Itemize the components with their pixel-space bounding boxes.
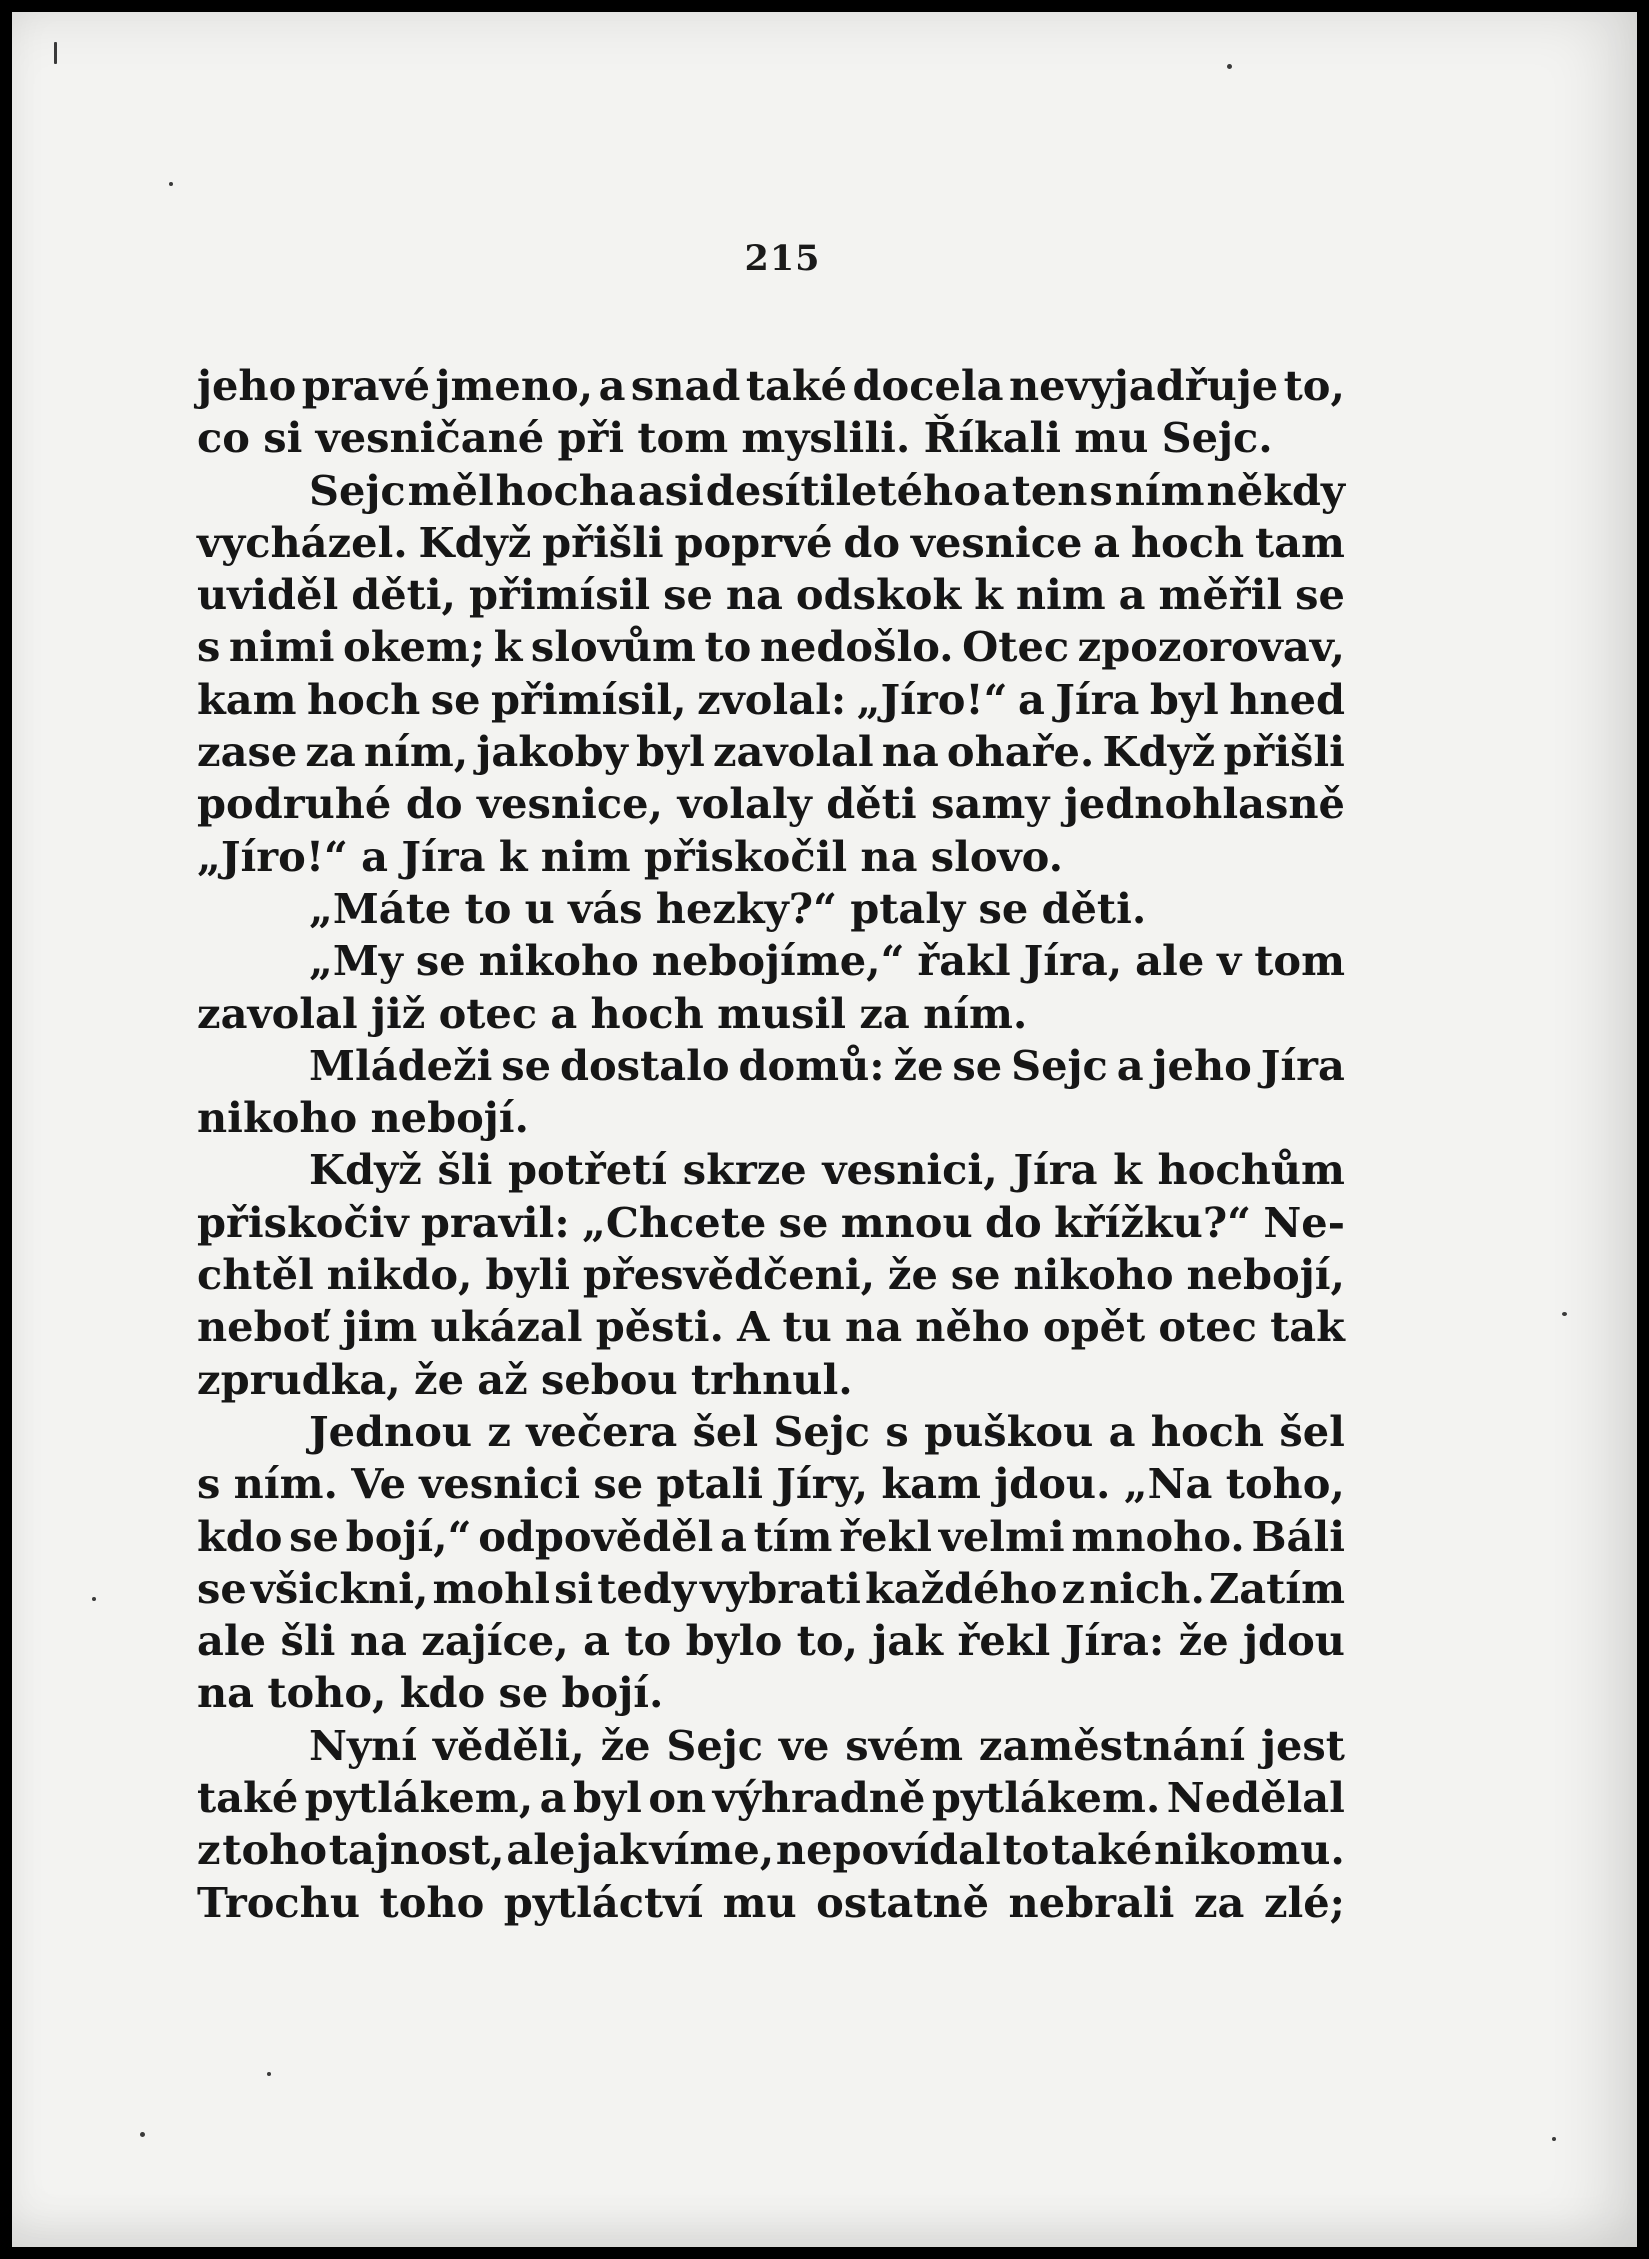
text-line: Trochu toho pytláctví mu ostatně nebrali za zlé; bbox=[197, 1877, 1345, 1927]
text-line: „My se nikoho nebojíme,“ řakl Jíra, ale v tom bbox=[309, 936, 1345, 986]
text-line: Když šli potřetí skrze vesnici, Jíra k hochům bbox=[309, 1145, 1345, 1195]
paper-speck bbox=[169, 182, 173, 186]
paper-speck bbox=[54, 42, 57, 64]
text-line: zavolal již otec a hoch musil za ním. bbox=[197, 988, 1028, 1038]
paper-speck bbox=[1562, 1312, 1567, 1316]
book-page bbox=[12, 12, 1637, 2247]
text-line: zprudka, že až sebou trhnul. bbox=[197, 1354, 853, 1404]
text-line: Jednou z večera šel Sejc s puškou a hoch šel bbox=[309, 1406, 1345, 1456]
text-line: z toho tajnost, ale jak víme, nepovídal to také nikomu. bbox=[197, 1825, 1345, 1875]
paper-speck bbox=[1552, 2137, 1556, 2141]
text-line: podruhé do vesnice, volaly děti samy jednohlasně bbox=[197, 779, 1345, 829]
text-line: vycházel. Když přišli poprvé do vesnice a hoch tam bbox=[197, 517, 1345, 567]
text-line: „Máte to u vás hezky?“ ptaly se děti. bbox=[309, 883, 1147, 933]
text-line: s nimi okem; k slovům to nedošlo. Otec zpozorovav, bbox=[197, 622, 1345, 672]
text-line: nikoho nebojí. bbox=[197, 1093, 530, 1143]
text-line: chtěl nikdo, byli přesvědčeni, že se nikoho nebojí, bbox=[197, 1250, 1345, 1300]
text-line: Sejc měl hocha asi desítiletého a ten s ním někdy bbox=[309, 465, 1345, 515]
page-number: 215 bbox=[744, 238, 821, 279]
text-line: zase za ním, jakoby byl zavolal na ohaře. Když přišli bbox=[197, 727, 1345, 777]
body-text bbox=[197, 360, 1345, 1929]
paper-speck bbox=[92, 1597, 96, 1601]
text-line: uviděl děti, přimísil se na odskok k nim a měřil se bbox=[197, 570, 1345, 620]
text-line: neboť jim ukázal pěsti. A tu na něho opět otec tak bbox=[197, 1302, 1345, 1352]
text-line: co si vesničané při tom myslili. Říkali mu Sejc. bbox=[197, 413, 1273, 463]
paper-speck bbox=[267, 2072, 271, 2076]
text-line: kam hoch se přimísil, zvolal: „Jíro!“ a Jíra byl hned bbox=[197, 674, 1345, 724]
text-line: se všickni, mohl si tedy vybrati každého z nich. Zatím bbox=[197, 1563, 1345, 1613]
paper-speck bbox=[140, 2132, 145, 2137]
paper-speck bbox=[1227, 64, 1232, 69]
text-line: ale šli na zajíce, a to bylo to, jak řekl Jíra: že jdou bbox=[197, 1616, 1345, 1666]
text-line: Nyní věděli, že Sejc ve svém zaměstnání jest bbox=[309, 1720, 1345, 1770]
text-line: přiskočiv pravil: „Chcete se mnou do křížku?“ Ne- bbox=[197, 1197, 1345, 1247]
text-line: jeho pravé jmeno, a snad také docela nevyjadřuje to, bbox=[197, 361, 1345, 410]
text-line: na toho, kdo se bojí. bbox=[197, 1668, 664, 1718]
text-line: také pytlákem, a byl on výhradně pytlákem. Nedělal bbox=[197, 1773, 1345, 1823]
text-line: „Jíro!“ a Jíra k nim přiskočil na slovo. bbox=[197, 831, 1064, 881]
text-line: kdo se bojí,“ odpověděl a tím řekl velmi mnoho. Báli bbox=[197, 1511, 1345, 1561]
text-line: s ním. Ve vesnici se ptali Jíry, kam jdou. „Na toho, bbox=[197, 1459, 1345, 1509]
text-line: Mládeži se dostalo domů: že se Sejc a jeho Jíra bbox=[309, 1040, 1345, 1090]
